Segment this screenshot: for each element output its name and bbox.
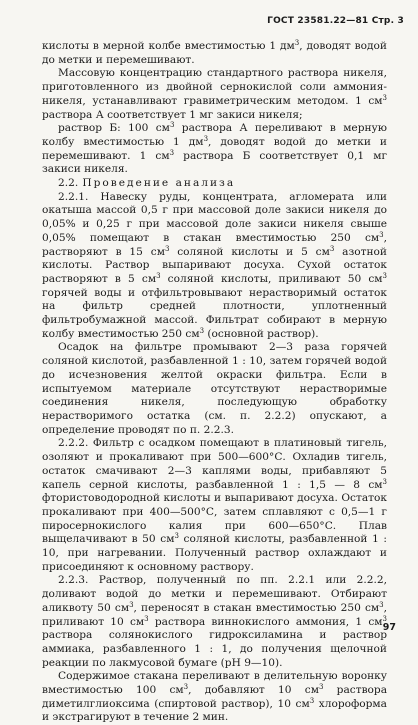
- page-body: [42, 40, 387, 725]
- paragraph-sediment: Осадок на фильтре промывают 2—3 раза горячей соляной кислотой, разбавленной 1 : 10, затем горячей водой до исчезновения желтой окраски фильтра. Если в испытуемом материале отсутствуют нерастворимые соединения никеля, последующую обработку нерастворимого остатка (см. п. 2.2.2) опускают, а определение проводят по п. 2.2.3.: [42, 341, 387, 436]
- paragraph-2-2-3: 2.2.3. Раствор, полученный по пп. 2.2.1 или 2.2.2, доливают водой до метки и перемешивают. Отбирают аликвоту 50 $см^3$, переносят в стакан вместимостью 250 $см^3$, приливают 10 $см^3$ раствора виннокислого аммония, 1 $см^3$ раствора солянокислого гидроксиламина и раствор аммиака, разбавленного 1 : 1, до получения щелочной реакции по лакмусовой бумаге (рН 9—10).: [42, 574, 387, 669]
- paragraph-extraction: Содержимое стакана переливают в делительную воронку вместимостью 100 $см^3$, добавляют 10 $см^3$ раствора диметилглиоксима (спиртовой раствор), 10 $см^3$ хлороформа и экстрагируют в течение 2 мин.: [42, 670, 388, 724]
- section-number: 2.2.: [58, 177, 79, 190]
- paragraph-2-2-1: 2.2.1. Навеску руды, концентрата, агломерата или окатыша массой 0,5 г при массовой доле закиси никеля до 0,05% и 0,25 г при массовой доле закиси никеля свыше 0,05% помещают в стакан вместимостью 250 $см^3$, растворяют в 15 $см^3$ соляной кислоты и 5 $см^3$ азотной кислоты. Раствор выпаривают досуха. Сухой остаток растворяют в 5 $см^3$ соляной кислоты, приливают 50 $см^3$ горячей воды и отфильтровывают нерастворимый остаток на фильтр средней плотности, уплотненный фильтробумажной массой. Фильтрат собирают в мерную колбу вместимостью 250 $см^3$ (основной раствор).: [42, 190, 388, 340]
- page-header: ГОСТ 23581.22—81 Стр. 3: [267, 16, 404, 26]
- page-number: 97: [382, 622, 396, 633]
- paragraph-2-2-2: 2.2.2. Фильтр с осадком помещают в платиновый тигель, озоляют и прокаливают при 500—600°С. Охладив тигель, остаток смачивают 2—3 каплями воды, прибавляют 5 капель серной кислоты, разбавленной 1 : 1,5 — 8 $см^3$ фтористоводородной кислоты и выпаривают досуха. Остаток прокаливают при 400—500°С, затем сплавляют с 0,5—1 г пиросернокислого калия при 600—650°С. Плав выщелачивают в 50 $см^3$ соляной кислоты, разбавленной 1 : 10, при нагревании. Полученный раствор охлаждают и присоединяют к основному раствору.: [42, 437, 387, 573]
- section-heading: [42, 177, 387, 191]
- paragraph-3: раствор Б: 100 $см^3$ раствора А переливают в мерную колбу вместимостью 1 $дм^3$, доводят водой до метки и перемешивают. 1 $см^3$ раствора Б соответствует 0,1 мг закиси никеля.: [42, 121, 388, 176]
- paragraph-2: Массовую концентрацию стандартного раствора никеля, приготовленного из двойной сернокислой соли аммония-никеля, устанавливают гравиметрическим методом. 1 $см^3$ раствора А соответствует 1 мг закиси никеля;: [42, 67, 387, 121]
- section-title: Проведение анализа: [82, 177, 236, 190]
- paragraph-1: кислоты в мерной колбе вместимостью 1 $дм^3$, доводят водой до метки и перемешивают.: [42, 39, 387, 66]
